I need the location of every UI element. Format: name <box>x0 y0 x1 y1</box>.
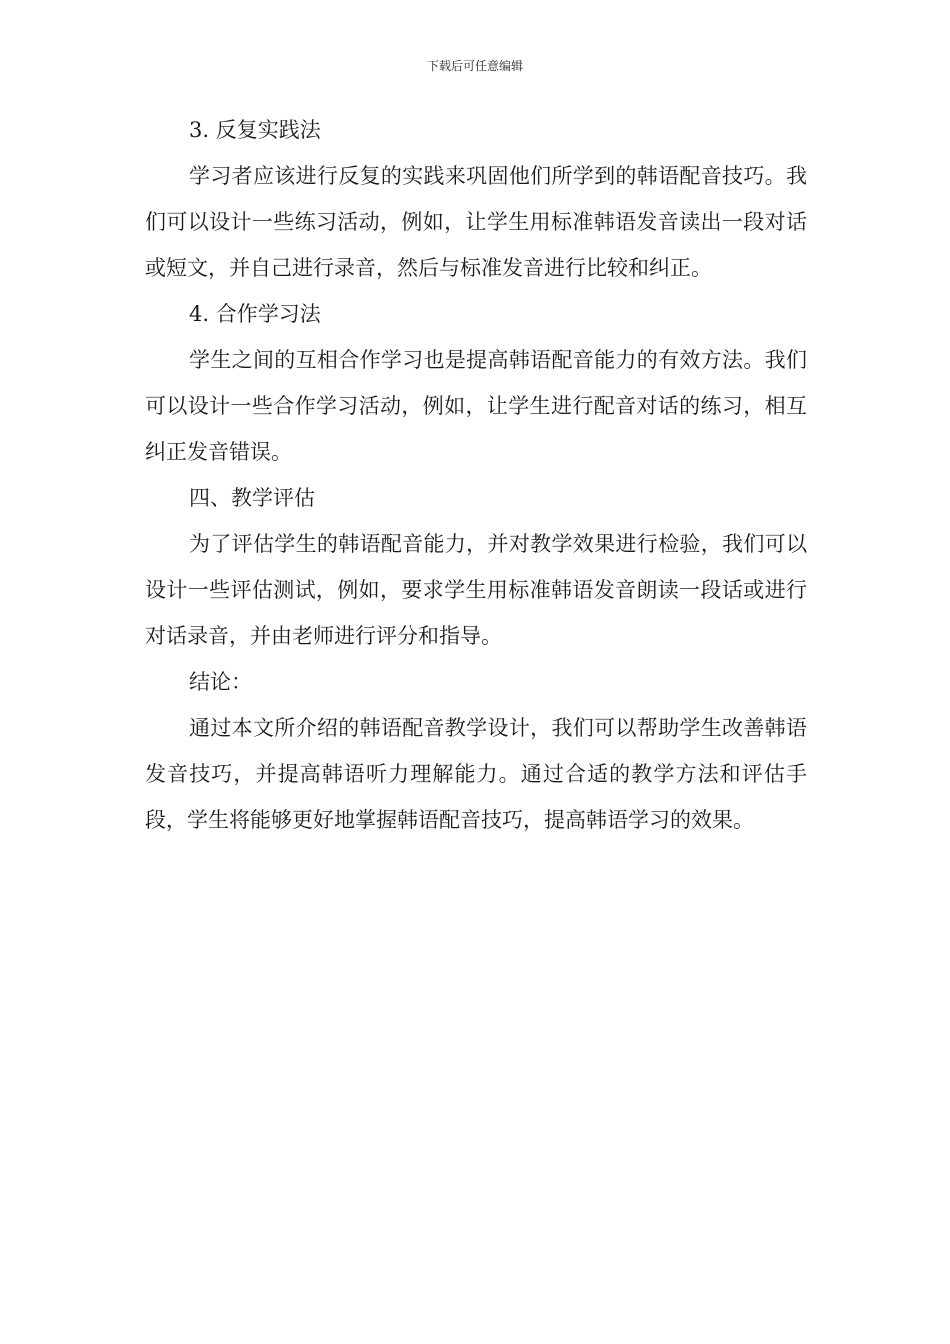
page-header-note: 下载后可任意编辑 <box>426 59 523 73</box>
paragraph-practice: 学习者应该进行反复的实践来巩固他们所学到的韩语配音技巧。我们可以设计一些练习活动，例如，让学生用标准韩语发音读出一段对话或短文，并自己进行录音，然后与标准发音进行比较和纠正。 <box>145 164 807 280</box>
section-heading-cooperative: 4. 合作学习法 <box>189 302 321 326</box>
section-heading-practice: 3. 反复实践法 <box>189 118 321 142</box>
paragraph-cooperative: 学生之间的互相合作学习也是提高韩语配音能力的有效方法。我们可以设计一些合作学习活动，例如，让学生进行配音对话的练习，相互纠正发音错误。 <box>145 348 807 464</box>
paragraph-conclusion: 通过本文所介绍的韩语配音教学设计，我们可以帮助学生改善韩语发音技巧，并提高韩语听力理解能力。通过合适的教学方法和评估手段，学生将能够更好地掌握韩语配音技巧，提高韩语学习的效果。 <box>145 716 807 832</box>
section-heading-evaluation: 四、教学评估 <box>189 486 315 510</box>
section-heading-conclusion: 结论： <box>189 670 252 694</box>
document-body <box>145 107 807 843</box>
paragraph-evaluation: 为了评估学生的韩语配音能力，并对教学效果进行检验，我们可以设计一些评估测试，例如，要求学生用标准韩语发音朗读一段话或进行对话录音，并由老师进行评分和指导。 <box>145 532 807 648</box>
